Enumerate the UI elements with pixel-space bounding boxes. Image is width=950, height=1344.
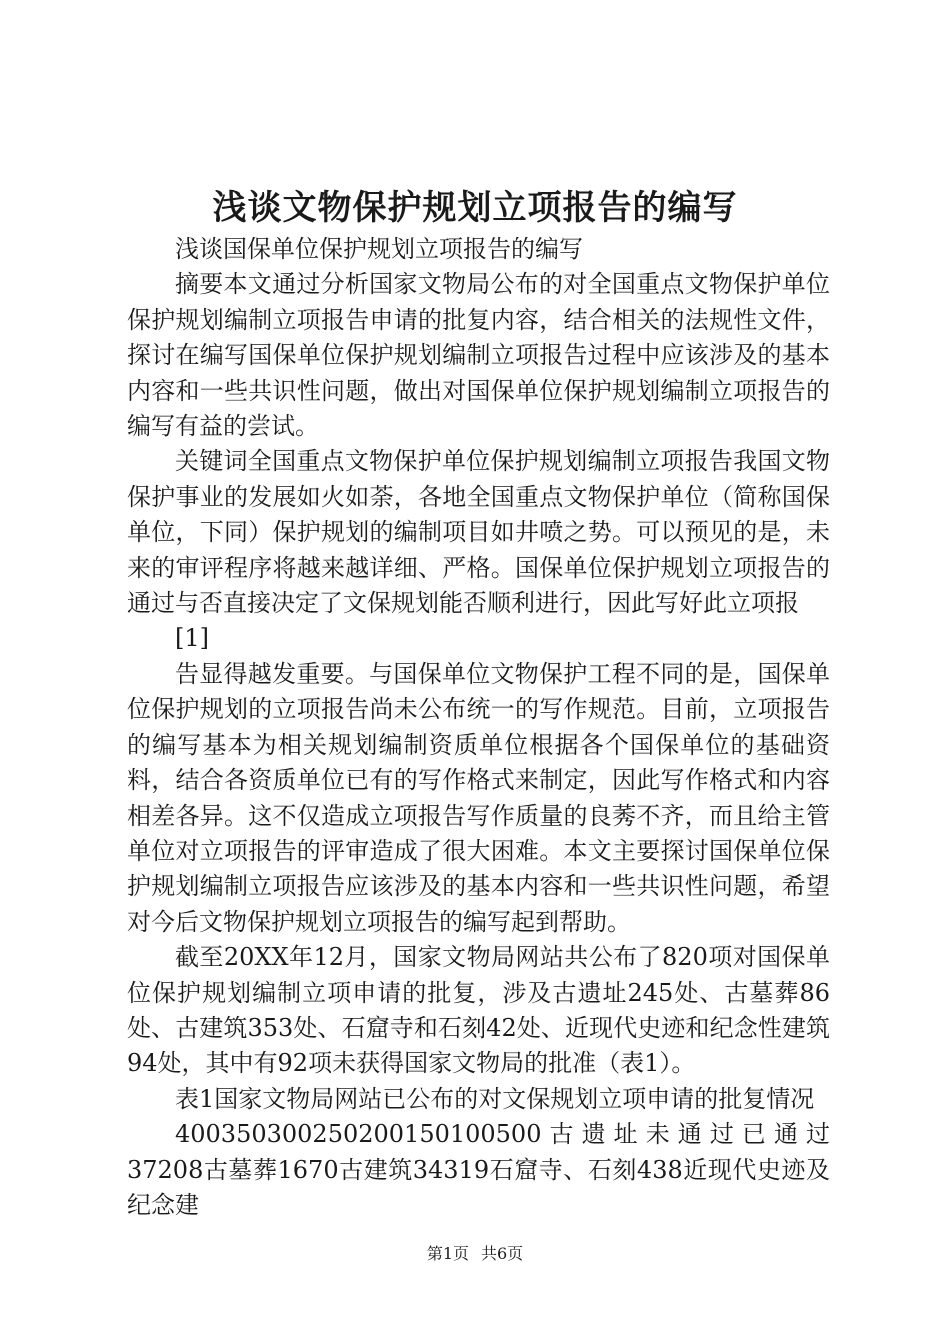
paragraph-keywords: 关键词全国重点文物保护单位保护规划编制立项报告我国文物保护事业的发展如火如荼，各地全国重点文物保护单位（简称国保单位，下同）保护规划的编制项目如井喷之势。可以预见的是，未来的审评程序将越来越详细、严格。国保单位保护规划立项报告的通过与否直接决定了文保规划能否顺利进行，因此写好此立项报: [127, 447, 830, 618]
document-body: [127, 232, 830, 1223]
paragraph-abstract: 摘要本文通过分析国家文物局公布的对全国重点文物保护单位保护规划编制立项报告申请的批复内容，结合相关的法规性文件，探讨在编写国保单位保护规划编制立项报告过程中应该涉及的基本内容和一些共识性问题，做出对国保单位保护规划编制立项报告的编写有益的尝试。: [127, 270, 830, 441]
page-footer: [0, 1242, 950, 1266]
page-number: 第1页: [426, 1244, 469, 1263]
paragraph-table-data: 400350300250200150100500古遗址未通过已通过37208古墓葬1670古建筑34319石窟寺、石刻438近现代史迹及纪念建: [127, 1120, 830, 1219]
paragraph-statistics: 截至20XX年12月，国家文物局网站共公布了820项对国保单位保护规划编制立项申请的批复，涉及古遗址245处、古墓葬86处、古建筑353处、石窟寺和石刻42处、近现代史迹和纪念性建筑94处，其中有92项未获得国家文物局的批准（表1）。: [127, 943, 830, 1078]
page-total: 共6页: [481, 1244, 524, 1263]
document-title: 浅谈文物保护规划立项报告的编写: [212, 188, 738, 228]
paragraph-footnote-ref: [1]: [175, 624, 209, 653]
paragraph-body: 告显得越发重要。与国保单位文物保护工程不同的是，国保单位保护规划的立项报告尚未公布统一的写作规范。目前，立项报告的编写基本为相关规划编制资质单位根据各个国保单位的基础资料，结合各资质单位已有的写作格式来制定，因此写作格式和内容相差各异。这不仅造成立项报告写作质量的良莠不齐，而且给主管单位对立项报告的评审造成了很大困难。本文主要探讨国保单位保护规划编制立项报告应该涉及的基本内容和一些共识性问题，希望对今后文物保护规划立项报告的编写起到帮助。: [127, 659, 830, 936]
table-caption: 表1国家文物局网站已公布的对文保规划立项申请的批复情况: [175, 1084, 815, 1113]
paragraph-subtitle: 浅谈国保单位保护规划立项报告的编写: [175, 235, 583, 263]
